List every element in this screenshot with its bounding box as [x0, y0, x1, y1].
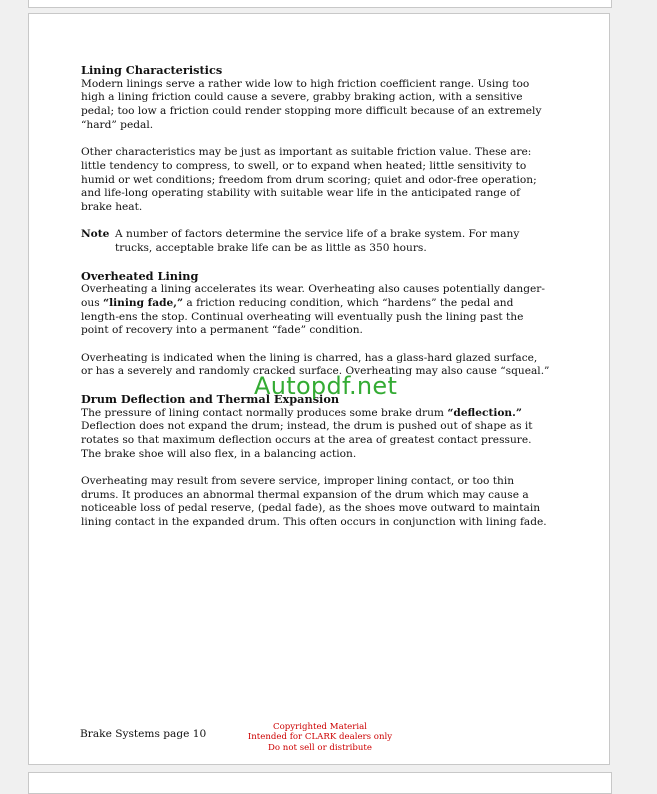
- copyright-line-2: Intended for CLARK dealers only: [247, 732, 393, 743]
- watermark-text: Autopdf.net: [254, 372, 398, 400]
- drum-text-b: Deflection does not expand the drum; instead, the drum is pushed out of shape as it rotates so that maximum deflection occurs at the area of greatest contact pressure. The brake shoe will also flex, in a balancing action.: [81, 420, 533, 460]
- note-label: Note: [81, 228, 110, 241]
- note-text: A number of factors determine the service life of a brake system. For many trucks, acceptable brake life can be as little as 350 hours.: [115, 228, 520, 255]
- paragraph-drum-2: Overheating may result from severe service, improper lining contact, or too thin drums. It produces an abnormal thermal expansion of the drum which may cause a noticeable loss of pedal reserve, (pedal fade), as the shoes move outward to maintain lining contact in the expanded drum. This often occurs in conjunction with lining fade.: [81, 475, 547, 529]
- next-page-edge: [28, 772, 612, 794]
- overheated-text-a: Overheating a lining accelerates its wear. Overheating also causes potentially danger-ous: [81, 283, 545, 309]
- copyright-notice: [230, 722, 410, 753]
- paragraph-drum-1: [81, 407, 551, 462]
- term-deflection: “deflection.”: [447, 406, 522, 419]
- paragraph-overheated-1: [81, 283, 551, 338]
- copyright-line-3: Do not sell or distribute: [268, 742, 372, 753]
- heading-drum-deflection: Drum Deflection and Thermal Expansion: [81, 391, 340, 406]
- note-block: [81, 228, 551, 255]
- previous-page-edge: [28, 0, 612, 8]
- heading-overheated-lining: Overheated Lining: [81, 268, 199, 283]
- paragraph-overheated-2: Overheating is indicated when the lining is charred, has a glass-hard glazed surface, or has a severely and randomly cracked surface. Overheating may also cause “squeal.”: [81, 351, 550, 378]
- paragraph-lining-2: Other characteristics may be just as important as suitable friction value. These are: little tendency to compress, to swell, or to expand when heated; little sensitivity to humid or wet conditions; freedom from drum scoring; quiet and odor-free operation; and life-long operating stability with suitable wear life in the anticipated range of brake heat.: [81, 146, 537, 214]
- page-content: [81, 64, 551, 530]
- overheated-text-b: a friction reducing condition, which “hardens” the pedal and length-ens the stop. Continual overheating will eventually push the lining past the point of recovery into a permanent “fade” condition.: [81, 296, 524, 337]
- term-lining-fade: “lining fade,”: [103, 296, 184, 309]
- drum-text-a: The pressure of lining contact normally produces some brake drum: [81, 406, 448, 419]
- paragraph-lining-1: Modern linings serve a rather wide low to high friction coefficient range. Using too high a lining friction could cause a severe, grabby braking action, with a sensitive pedal; too low a friction could render stopping more difficult because of an extremely “hard” pedal.: [81, 77, 542, 131]
- copyright-line-1: Copyrighted Material: [273, 722, 367, 732]
- footer-page-label: Brake Systems page 10: [80, 728, 207, 740]
- heading-lining-characteristics: Lining Characteristics: [81, 63, 223, 77]
